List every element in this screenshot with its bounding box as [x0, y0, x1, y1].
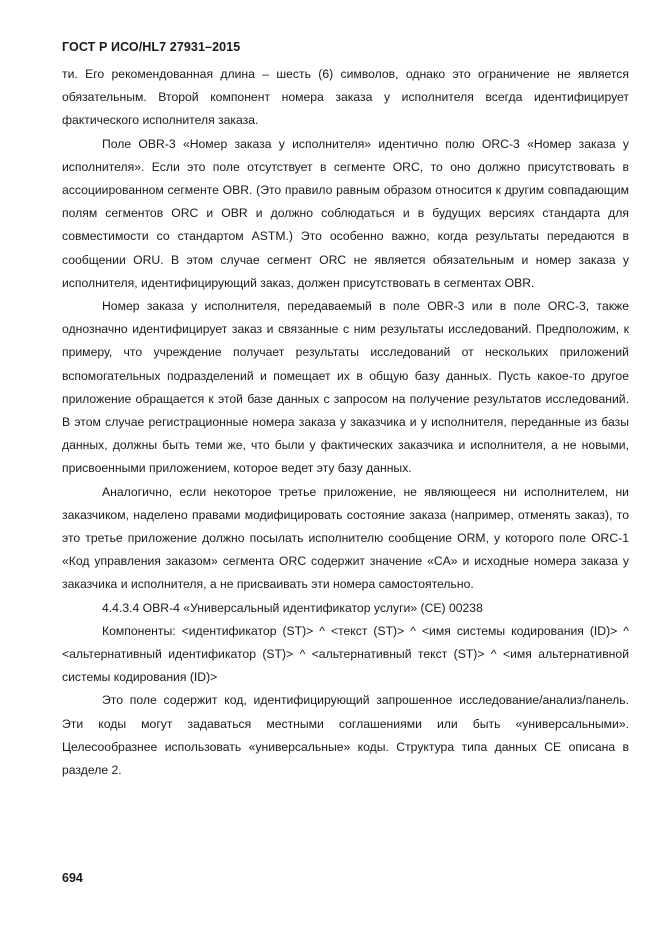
paragraph-continuation: ти. Его рекомендованная длина – шесть (6) символов, однако это ограничение не является обязательным. Второй компонент номера заказа у исполнителя всегда идентифицирует фактического исполнителя заказа.: [62, 67, 629, 128]
document-header: ГОСТ Р ИСО/HL7 27931–2015: [62, 40, 241, 54]
document-body: [62, 63, 629, 782]
paragraph-field-description: Это поле содержит код, идентифицирующий запрошенное исследование/анализ/панель. Эти коды могут задаваться местными соглашениями или быть «универсальными». Целесообразнее использовать «универсальные» коды. Структура типа данных CE описана в разделе 2.: [62, 693, 629, 778]
section-heading-obr4: 4.4.3.4 OBR-4 «Универсальный идентификатор услуги» (CE) 00238: [102, 600, 483, 615]
paragraph-obr3-description: Поле OBR-3 «Номер заказа у исполнителя» идентично полю ORC-3 «Номер заказа у исполнителя». Если это поле отсутствует в сегменте ORC, то оно должно присутствовать в ассоциированном сегменте OBR. (Это правило равным образом относится к другим совпадающим полям сегментов ORC и OBR и должно соблюдаться и в будущих версиях стандарта для совместимости со стандартом ASTM.) Это особенно важно, когда результаты передаются в сообщении ORU. В этом случае сегмент ORC не является обязательным и номер заказа у исполнителя, идентифицирующий заказ, должен присутствовать в сегментах OBR.: [62, 136, 629, 290]
paragraph-order-number-example: Номер заказа у исполнителя, передаваемый в поле OBR-3 или в поле ORC-3, также однозначно идентифицирует заказ и связанные с ним результаты исследований. Предположим, к примеру, что учреждение получает результаты исследований от нескольких приложений вспомогательных подразделений и помещает их в общую базу данных. Пусть какое-то другое приложение обращается к этой базе данных с запросом на получение результатов исследований. В этом случае регистрационные номера заказа у заказчика и у исполнителя, переданные из базы данных, должны быть теми же, что были у фактических заказчика и исполнителя, а не новыми, присвоенными приложением, которое ведет эту базу данных.: [62, 299, 629, 476]
paragraph-third-application: Аналогично, если некоторое третье приложение, не являющееся ни исполнителем, ни заказчиком, наделено правами модифицировать состояние заказа (например, отменять заказ), то это третье приложение должно посылать исполнителю сообщение ORM, у которого поле ORC-1 «Код управления заказом» сегмента ORC содержит значение «CA» и исходные номера заказа у заказчика и исполнителя, а не присваивать эти номера самостоятельно.: [62, 484, 629, 592]
page-number: 694: [62, 871, 83, 885]
paragraph-components: Компоненты: <идентификатор (ST)> ^ <текст (ST)> ^ <имя системы кодирования (ID)> ^ <альтернативный идентификатор (ST)> ^ <альтернативный текст (ST)> ^ <имя альтернативной системы кодирования (ID)>: [62, 623, 629, 685]
